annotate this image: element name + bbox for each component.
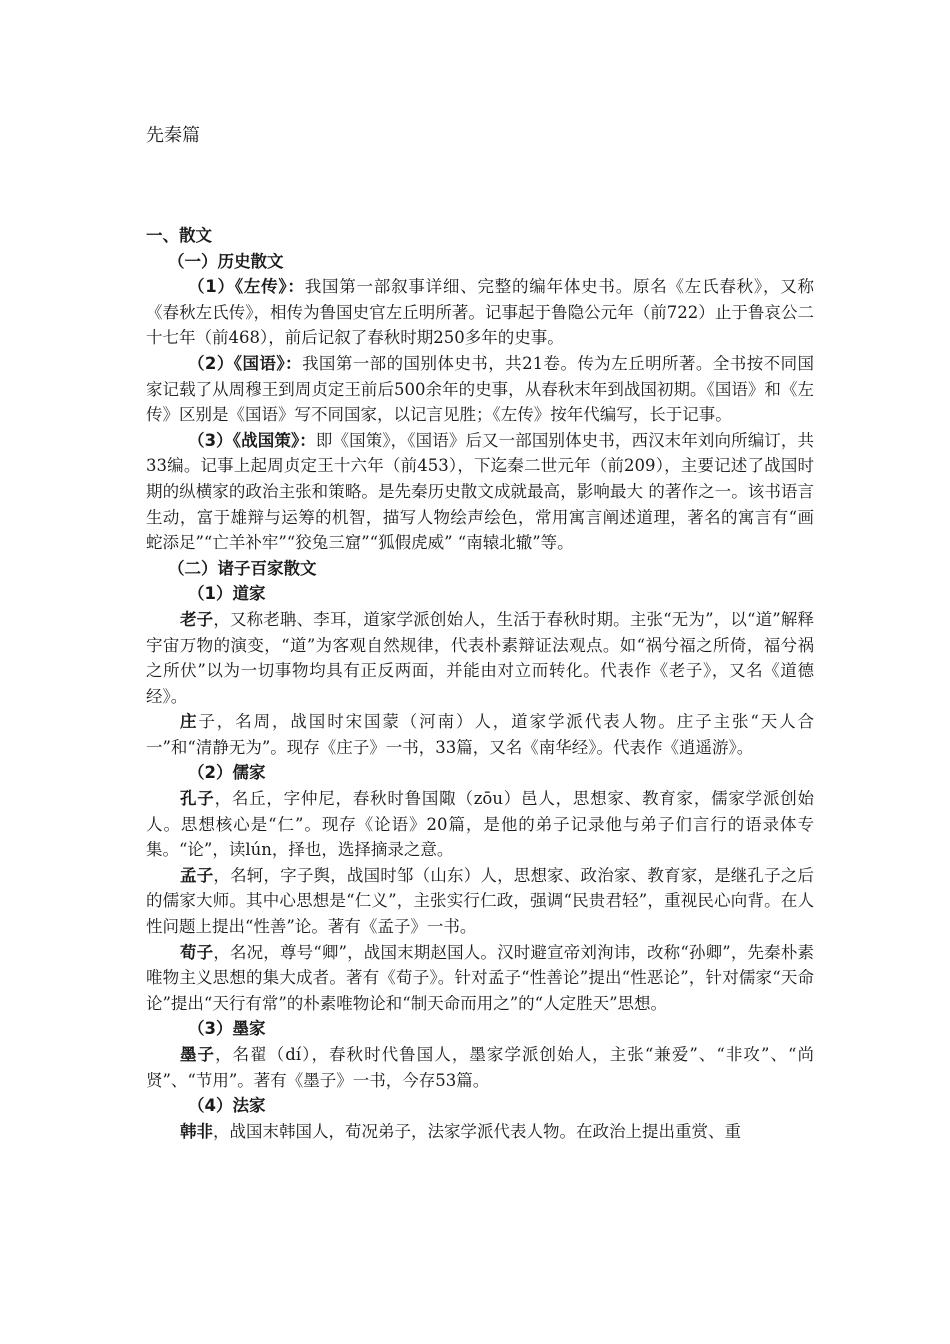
entry-text: 我国第一部的国别体史书，共21卷。传为左丘明所著。全书按不同国家记载了从周穆王到周贞定王前后500余年的史事，从春秋末年到战国初期。《国语》和《左传》区别是《国语》写不同国家，以记言见胜；《左传》按年代编写，长于记事。 [146,353,815,425]
paragraph-laozi [146,607,814,709]
person-text: ，名况，尊号“卿”，战国末期赵国人。汉时避宣帝刘洵讳，改称“孙卿”，先秦朴素唯物主义思想的集大成者。著有《荀子》。针对孟子“性善论”提出“性恶论”，针对儒家“天命论”提出“天行有常”的朴素唯物论和“制天命而用之”的“人定胜天”思想。 [146,942,814,1013]
entry-text: 即《国策》，《国语》后又一部国别体史书，西汉末年刘向所编订，共33编。记事上起周贞定王十六年（前453），下迄秦二世元年（前209），主要记述了战国时期的纵横家的政治主张和策略。是先秦历史散文成就最高，影响最大 的著作之一。该书语言生动，富于雄辩与运筹的机智，描写人物绘声绘色，常用寓言阐述道理，著名的寓言有“画蛇添足”“亡羊补牢”“狡兔三窟”“狐假虎威” “南辕北辙”等。 [146,430,815,553]
person-name: 荀子 [180,942,214,962]
school-heading-daoism: （1）道家 [188,584,266,604]
school-heading-confucianism: （2）儒家 [188,763,266,783]
paragraph-xunzi [146,940,814,1017]
paragraph-kongzi [146,786,814,863]
document-body [146,223,814,1144]
person-name: 孟子 [180,865,214,885]
person-text: ，战国末韩国人，荀况弟子，法家学派代表人物。在政治上提出重赏、重 [213,1121,741,1141]
person-text: ，又称老聃、李耳，道家学派创始人，生活于春秋时期。主张“无为”，以“道”解释宇宙万物的演变，“道”为客观自然规律，代表朴素辩证法观点。如“祸兮福之所倚，福兮祸之所伏”以为一切事物均具有正反两面，并能由对立而转化。代表作《老子》，又名《道德经》。 [146,609,814,706]
school-heading-legalism: （4）法家 [188,1096,266,1116]
person-name: 庄 [180,712,199,732]
paragraph-zhanguoce [146,428,814,556]
entry-lead: （2）《国语》： [188,353,302,373]
person-name: 孔子 [180,789,215,809]
person-text: ，名丘，字仲尼，春秋时鲁国陬（zōu）邑人，思想家、教育家，儒家学派创始人。思想核心是“仁”。现存《论语》20篇，是他的弟子记录他与弟子们言行的语录体专集。“论”，读lún，择也，选择摘录之意。 [146,789,814,860]
paragraph-mengzi [146,863,814,940]
entry-lead: （1）《左传》： [188,277,305,297]
person-text: 子，名周，战国时宋国蒙（河南）人，道家学派代表人物。庄子主张“天人合一”和“清静无为”。现存《庄子》一书，33篇，又名《南华经》。代表作《逍遥游》。 [146,712,815,757]
paragraph-zhuangzi [146,709,814,760]
subsection-heading-philosophers: （二）诸子百家散文 [168,558,317,578]
document-title: 先秦篇 [146,125,200,146]
entry-lead: （3）《战国策》： [188,430,316,450]
paragraph-hanfei [146,1119,814,1145]
school-heading-mohism: （3）墨家 [188,1019,266,1039]
person-name: 韩非 [180,1121,213,1141]
section-heading-prose: 一、散文 [146,226,212,245]
person-name: 老子 [180,609,214,629]
paragraph-zuozhuan [146,274,814,351]
person-text: ，名轲，字子舆，战国时邹（山东）人，思想家、政治家、教育家，是继孔子之后的儒家大师。其中心思想是“仁义”，主张实行仁政，强调“民贵君轻”，重视民心向背。在人性问题上提出“性善”论。著有《孟子》一书。 [146,865,815,937]
person-text: ，名翟（dí），春秋时代鲁国人，墨家学派创始人，主张“兼爱”、“非攻”、“尚贤”、“节用”。著有《墨子》一书，今存53篇。 [146,1045,814,1090]
paragraph-mozi [146,1042,814,1093]
entry-text: 我国第一部叙事详细、完整的编年体史书。原名《左氏春秋》，又称《春秋左氏传》，相传为鲁国史官左丘明所著。记事起于鲁隐公元年（前722）止于鲁哀公二十七年（前468），前后记叙了春秋时期250多年的史事。 [146,277,814,348]
paragraph-guoyu [146,351,814,428]
subsection-heading-history: （一）历史散文 [168,251,284,271]
person-name: 墨子 [180,1045,216,1064]
